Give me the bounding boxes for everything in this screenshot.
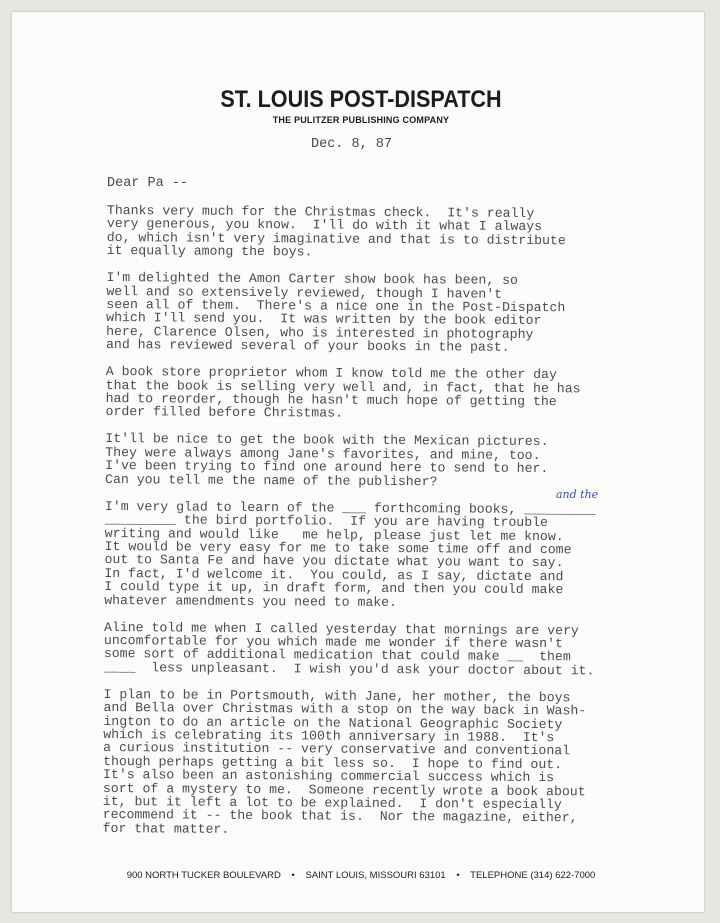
letter-body — [102, 204, 626, 852]
paragraph: I'm very glad to learn of the ___ forthcoming books, _________ _________ the bird portfolio. If you are having trouble writing and would like me help, please just let me know. It would be very easy for me to take some time off and come out to Santa Fe and have you dictate what you want to say. In fact, I'd welcome it. You could, as I say, dictate and I could type it up, in draft form, and then you could make whatever amendments you need to make. — [104, 498, 596, 610]
paragraph: Aline told me when I called yesterday that mornings are very uncomfortable for you which made me wonder if there wasn't some sort of additional medication that could make __ them ____ less unpleasant. I wish you'd ask your doctor about it. — [103, 619, 595, 679]
footer-address: 900 NORTH TUCKER BOULEVARD — [126, 870, 281, 881]
paragraph: Thanks very much for the Christmas check. It's really very generous, you know. I'll do with it what I always do, which isn't very imaginative and that is to distribute it equally among the boys. — [106, 203, 566, 260]
letterhead-footer — [0, 870, 720, 881]
paragraph: I'm delighted the Amon Carter show book has been, so well and so extensively reviewed, though I haven't seen all of them. There's a nice one in the Post-Dispatch which I'll send you. It was written by the book editor here, Clarence Olsen, who is interested in photography and has reviewed several of your books in the past. — [105, 270, 566, 356]
letterhead-subtitle: THE PULITZER PUBLISHING COMPANY — [272, 115, 450, 125]
salutation: Dear Pa -- — [107, 176, 189, 191]
letterhead-title: ST. LOUIS POST-DISPATCH — [220, 86, 502, 113]
footer-separator: • — [456, 870, 460, 881]
handwritten-insert: and the — [556, 488, 599, 501]
paragraph: I plan to be in Portsmouth, with Jane, her mother, the boys and Bella over Christmas with a stop on the way back in Wash- ington to do an article on the National Geographic Society which is celebrating its 100th anniversary in 1988. It's a curious institution -- very conservative and conventional though perhaps getting a bit less so. I hope to find out. It's also been an astonishing commercial success which is sort of a mystery to me. Someone recently wrote a book about it, but it left a lot to be explained. I don't especially recommend it -- the book that is. Nor the magazine, either, for that matter. — [102, 686, 587, 837]
footer-phone: TELEPHONE (314) 622-7000 — [470, 870, 596, 881]
paragraph: It'll be nice to get the book with the Mexican pictures. They were always among Jane's favorites, and mine, too. I've been trying to find one around here to send to her. Can you tell me the name of the publisher? — [105, 431, 549, 490]
footer-separator: • — [291, 870, 295, 881]
paragraph: A book store proprietor whom I know told me the other day that the book is selling very well and, in fact, that he has had to reorder, though he hasn't much hope of getting the order filled before Christmas. — [105, 364, 581, 422]
letterhead — [0, 86, 720, 125]
footer-city: SAINT LOUIS, MISSOURI 63101 — [305, 870, 446, 881]
letter-date: Dec. 8, 87 — [311, 137, 393, 152]
